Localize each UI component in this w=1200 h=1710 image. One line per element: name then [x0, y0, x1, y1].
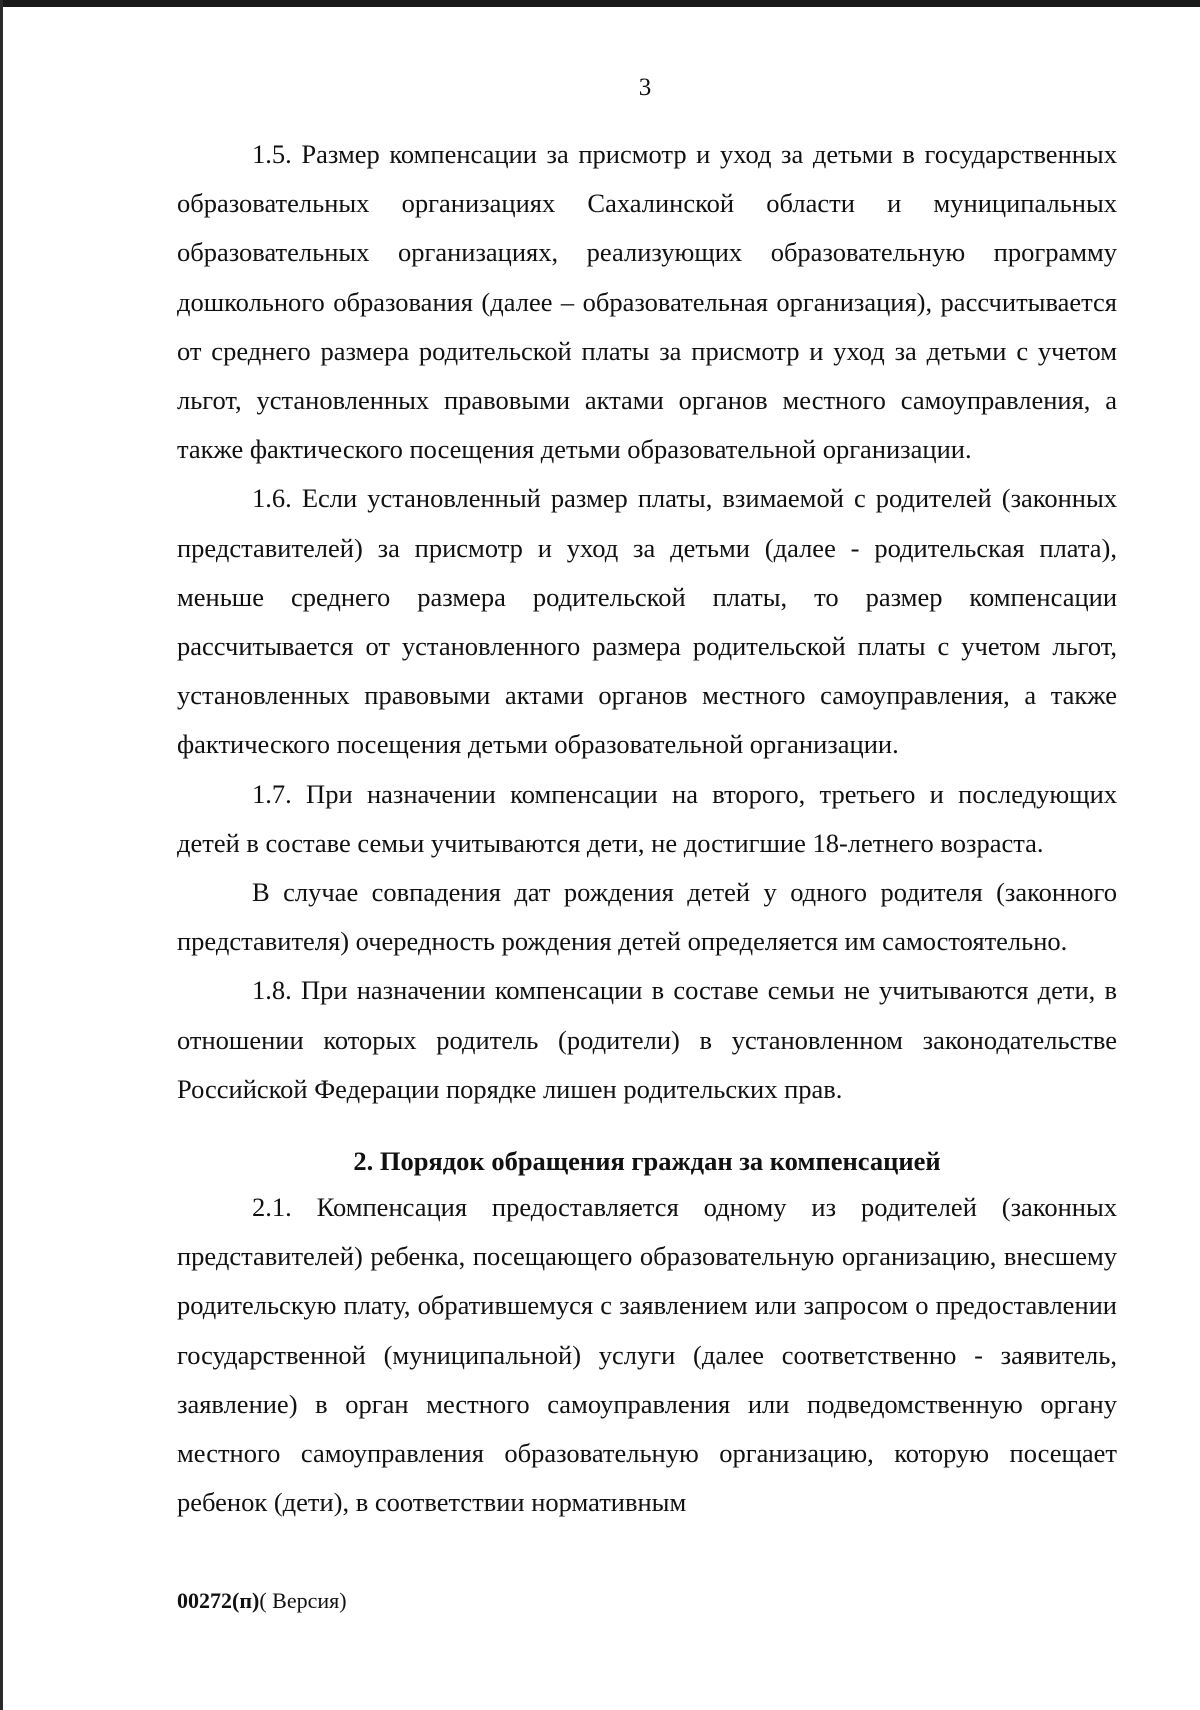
- paragraph-1-6: 1.6. Если установленный размер платы, взимаемой с родителей (законных представителей) за присмотр и уход за детьми (далее - родительская плата), меньше среднего размера родительской платы, то размер компенсации рассчитывается от установленного размера родительской платы с учетом льгот, установленных правовыми актами органов местного самоуправления, а также фактического посещения детьми образовательной организации.: [177, 483, 1117, 760]
- section-2-heading: 2. Порядок обращения граждан за компенсацией: [353, 1146, 941, 1177]
- scan-left-border: [0, 0, 3, 1710]
- document-footer: [177, 1588, 347, 1614]
- paragraph-2-1: 2.1. Компенсация предоставляется одному из родителей (законных представителей) ребенка, посещающего образовательную организацию, внесшему родительскую плату, обратившемуся с заявлением или запросом о предоставлении государственной (муниципальной) услуги (далее соответственно - заявитель, заявление) в орган местного самоуправления или подведомственную органу местного самоуправления образовательную организацию, которую посещает ребенок (дети), в соответствии нормативным: [177, 1192, 1117, 1518]
- paragraph-1-7: 1.7. При назначении компенсации на второго, третьего и последующих детей в составе семьи учитываются дети, не достигшие 18-летнего возраста.: [177, 778, 1117, 858]
- document-version: ( Версия): [259, 1588, 347, 1613]
- scan-top-border: [0, 0, 1200, 7]
- paragraph-1-5: 1.5. Размер компенсации за присмотр и уход за детьми в государственных образовательных организациях Сахалинской области и муниципальных образовательных организациях, реализующих образовательную программу дошкольного образования (далее – образовательная организация), рассчитывается от среднего размера родительской платы за присмотр и уход за детьми с учетом льгот, установленных правовыми актами органов местного самоуправления, а также фактического посещения детьми образовательной организации.: [177, 139, 1117, 465]
- paragraph-1-8: 1.8. При назначении компенсации в составе семьи не учитываются дети, в отношении которых родитель (родители) в установленном законодательстве Российской Федерации порядке лишен родительских прав.: [177, 975, 1117, 1104]
- page-number: 3: [638, 74, 652, 101]
- document-body: [177, 130, 1117, 1527]
- paragraph-1-7-birthdates: В случае совпадения дат рождения детей у одного родителя (законного представителя) очередность рождения детей определяется им самостоятельно.: [177, 877, 1117, 957]
- document-code: 00272(п): [177, 1588, 260, 1613]
